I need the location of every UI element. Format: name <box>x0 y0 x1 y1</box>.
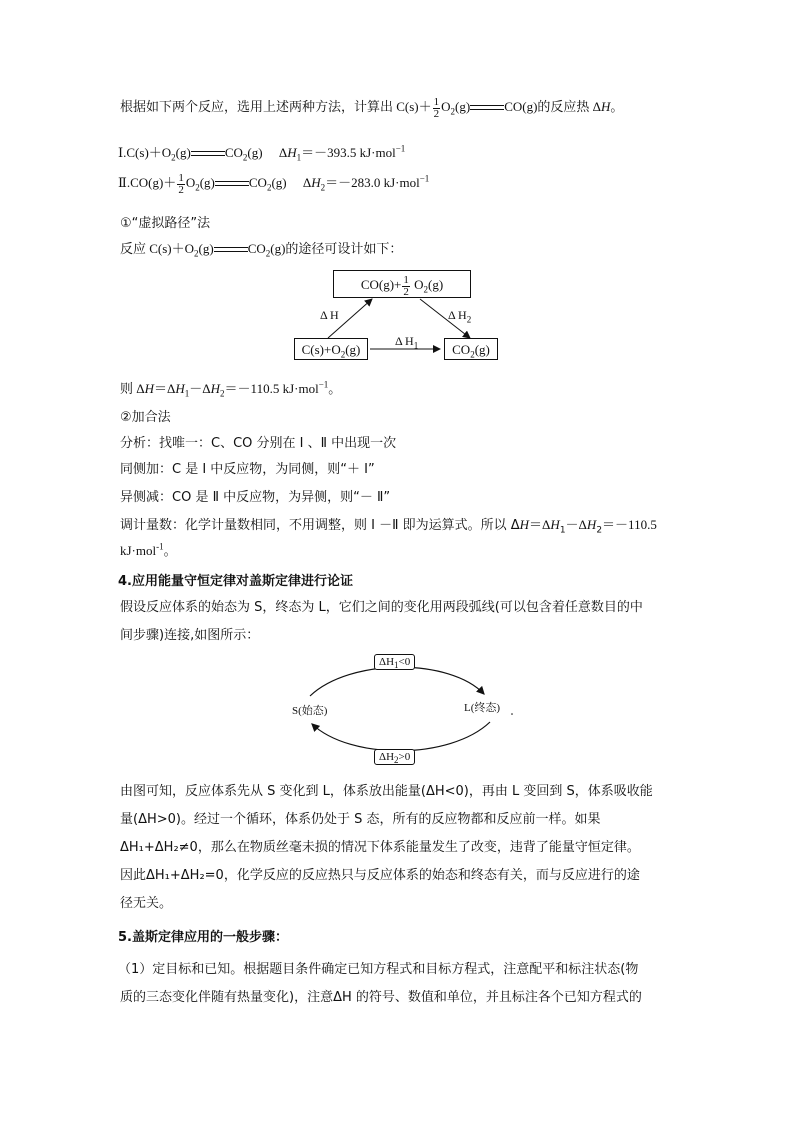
method2-title: ②加合法 <box>120 410 171 425</box>
equals-sign <box>470 104 504 112</box>
frac-den: 2 <box>178 183 184 196</box>
frac-den: 2 <box>403 285 409 298</box>
result-1 <box>120 378 341 399</box>
same-side-line: 同侧加：C 是 Ⅰ 中反应物，为同侧，则“＋ Ⅰ” <box>120 462 375 477</box>
r1-b: (g) <box>175 145 191 160</box>
frac-den: 2 <box>433 107 440 120</box>
arc-top <box>310 667 484 696</box>
r2-sub2: 2 <box>266 182 272 193</box>
frac-num: 1 <box>433 95 440 108</box>
para4-line-2: 间步骤)连接,如图所示： <box>120 628 260 643</box>
res1-a: 则 Δ <box>120 381 145 396</box>
bottom-cond-label: ΔH <box>379 751 395 763</box>
section-5-title: 5.盖斯定律应用的一般步骤： <box>118 930 288 945</box>
res1-b: H <box>144 381 155 396</box>
top-box-c: (g) <box>428 277 444 292</box>
label-dh1-text: Δ H <box>395 334 414 348</box>
r2-h: H <box>311 175 321 190</box>
frac-num: 1 <box>178 171 184 184</box>
path-line <box>120 238 402 259</box>
label-dh1-sub: 1 <box>413 340 419 351</box>
top-box-a: CO(g)+ <box>360 277 402 292</box>
cycle-para-2: 量(ΔH>0)。经过一个循环，体系仍处于 S 态，所有的反应物都和反应前一样。如果 <box>120 812 601 827</box>
adj-f: －Δ <box>565 517 587 532</box>
adj-e: 1 <box>559 525 566 536</box>
label-dh-text: Δ H <box>320 308 339 322</box>
label-dh <box>320 308 339 323</box>
left-box-b: (g) <box>345 342 361 357</box>
right-box-a: CO <box>452 342 471 357</box>
r2-hsub: 2 <box>320 182 326 193</box>
start-state-label: S(始态) <box>292 705 328 717</box>
end-state-label: L(终态) <box>464 702 501 714</box>
adj-h: 2 <box>596 525 603 536</box>
top-box-sub: 2 <box>423 284 429 295</box>
r1-sup: −1 <box>395 143 406 154</box>
section-4-title: 4.应用能量守恒定律对盖斯定律进行论证 <box>118 574 353 589</box>
para4-line-1: 假设反应体系的始态为 S，终态为 L，它们之间的变化用两段弧线(可以包含着任意数目的中 <box>120 600 643 615</box>
adj-i: ＝－110.5 <box>602 517 657 532</box>
res1-e: 1 <box>184 388 190 399</box>
adj-a: 调计量数：化学计量数相同，不用调整，则 Ⅰ －Ⅱ 即为运算式。所以 Δ <box>120 518 520 533</box>
arc-bottom <box>312 722 490 751</box>
path-a: 反应 C(s)＋O <box>120 241 195 256</box>
r1-d: (g) Δ <box>247 145 288 160</box>
adjust-line-2 <box>120 540 177 559</box>
fraction <box>433 97 441 120</box>
adj2-b: -1 <box>156 541 164 552</box>
r1-c: CO <box>224 145 243 160</box>
left-box <box>294 338 368 360</box>
r2-sub: 2 <box>195 182 200 193</box>
method1-title: ①“虚拟路径”法 <box>120 216 211 231</box>
r1-sub: 2 <box>171 152 176 163</box>
intro-line <box>120 96 623 120</box>
right-box-sub: 2 <box>470 349 475 360</box>
top-cond-tail: <0 <box>398 656 411 668</box>
res1-g: H <box>210 381 221 396</box>
fraction <box>177 173 185 196</box>
r2-b: O <box>185 175 196 190</box>
analysis-line: 分析：找唯一：C、CO 分别在 Ⅰ 、Ⅱ 中出现一次 <box>120 436 397 451</box>
path-sub: 2 <box>194 248 199 259</box>
intro-state: (g) <box>455 99 471 114</box>
bottom-condition-box <box>374 749 415 765</box>
intro-end: 。 <box>610 99 624 114</box>
cycle-para-4: 因此ΔH₁+ΔH₂=0，化学反应的反应热只与反应体系的始态和终态有关，而与反应进行的途 <box>120 868 640 883</box>
r1-sub2: 2 <box>242 152 248 163</box>
dot-mark <box>511 713 513 715</box>
cycle-para-1: 由图可知，反应体系先从 S 变化到 L，体系放出能量(ΔH<0)，再由 L 变回到 S，体系吸收能 <box>120 784 653 799</box>
r2-c: (g) <box>199 175 215 190</box>
top-box <box>333 270 471 298</box>
cycle-para-5: 径无关。 <box>120 896 173 911</box>
label-dh1 <box>395 334 418 350</box>
r1-a: Ⅰ.C(s)＋O <box>118 145 172 160</box>
r1-h: H <box>287 145 297 160</box>
top-condition-box <box>374 654 415 670</box>
intro-sub: 2 <box>450 106 456 117</box>
step1-line-1: （1）定目标和已知。根据题目条件确定已知方程式和目标方程式，注意配平和标注状态(物 <box>118 962 639 977</box>
reaction-1 <box>118 142 405 163</box>
r1-val: ＝－393.5 kJ·mol <box>301 145 396 160</box>
label-dh2-sub: 2 <box>466 314 472 325</box>
fraction <box>402 275 410 298</box>
adj-d: H <box>550 517 560 532</box>
res1-d: H <box>175 381 185 396</box>
equals-sign <box>214 246 248 254</box>
diff-side-line: 异侧减：CO 是 Ⅱ 中反应物，为异侧，则“－ Ⅱ” <box>120 490 391 505</box>
step1-line-2: 质的三态变化伴随有热量变化)，注意ΔH 的符号、数值和单位，并且标注各个已知方程式的 <box>120 990 642 1005</box>
label-dh2-text: Δ H <box>448 308 467 322</box>
left-box-a: C(s)+O <box>301 342 341 357</box>
intro-o: O <box>441 99 451 114</box>
adj2-a: kJ·mol <box>120 543 157 558</box>
bottom-cond-tail: >0 <box>398 751 411 763</box>
res1-k: 。 <box>328 381 342 396</box>
r2-a: Ⅱ.CO(g)＋ <box>118 175 177 190</box>
res1-h: 2 <box>220 388 225 399</box>
path-sub2: 2 <box>265 248 271 259</box>
r1-hsub: 1 <box>296 152 302 163</box>
reaction-2 <box>118 172 429 196</box>
right-box <box>444 338 498 360</box>
path-b: (g) <box>198 241 214 256</box>
adjust-line-1 <box>120 514 657 536</box>
intro-text: 根据如下两个反应，选用上述两种方法，计算出 C(s)＋ <box>120 99 432 114</box>
equals-sign <box>191 150 225 158</box>
adj-g: H <box>586 517 597 532</box>
adj-b: H <box>519 517 530 532</box>
left-box-sub: 2 <box>340 349 346 360</box>
cycle-para-3: ΔH₁+ΔH₂≠0，那么在物质丝毫未损的情况下体系能量发生了改变，违背了能量守恒定律。 <box>120 840 640 855</box>
r2-e: (g) Δ <box>271 175 312 190</box>
res1-c: ＝Δ <box>154 381 176 396</box>
top-cond-sub: 1 <box>394 660 399 671</box>
top-cond-label: ΔH <box>379 656 395 668</box>
r2-sup: −1 <box>419 173 430 184</box>
res1-j: −1 <box>318 379 329 390</box>
path-d: (g)的途径可设计如下： <box>270 241 403 256</box>
r2-val: ＝－283.0 kJ·mol <box>325 175 420 190</box>
r2-d: CO <box>248 175 267 190</box>
adj2-c: 。 <box>163 543 177 558</box>
equals-sign <box>215 180 249 188</box>
top-box-b: O <box>410 277 424 292</box>
bottom-cond-sub: 2 <box>394 755 399 766</box>
frac-num: 1 <box>403 273 409 286</box>
adj-c: ＝Δ <box>529 517 551 532</box>
path-c: CO <box>247 241 266 256</box>
res1-f: －Δ <box>189 381 211 396</box>
res1-i: ＝－110.5 kJ·mol <box>224 381 319 396</box>
label-dh2 <box>448 308 471 324</box>
right-box-b: (g) <box>474 342 490 357</box>
intro-h: H <box>601 99 611 114</box>
intro-text-2: CO(g)的反应热 Δ <box>504 99 602 114</box>
